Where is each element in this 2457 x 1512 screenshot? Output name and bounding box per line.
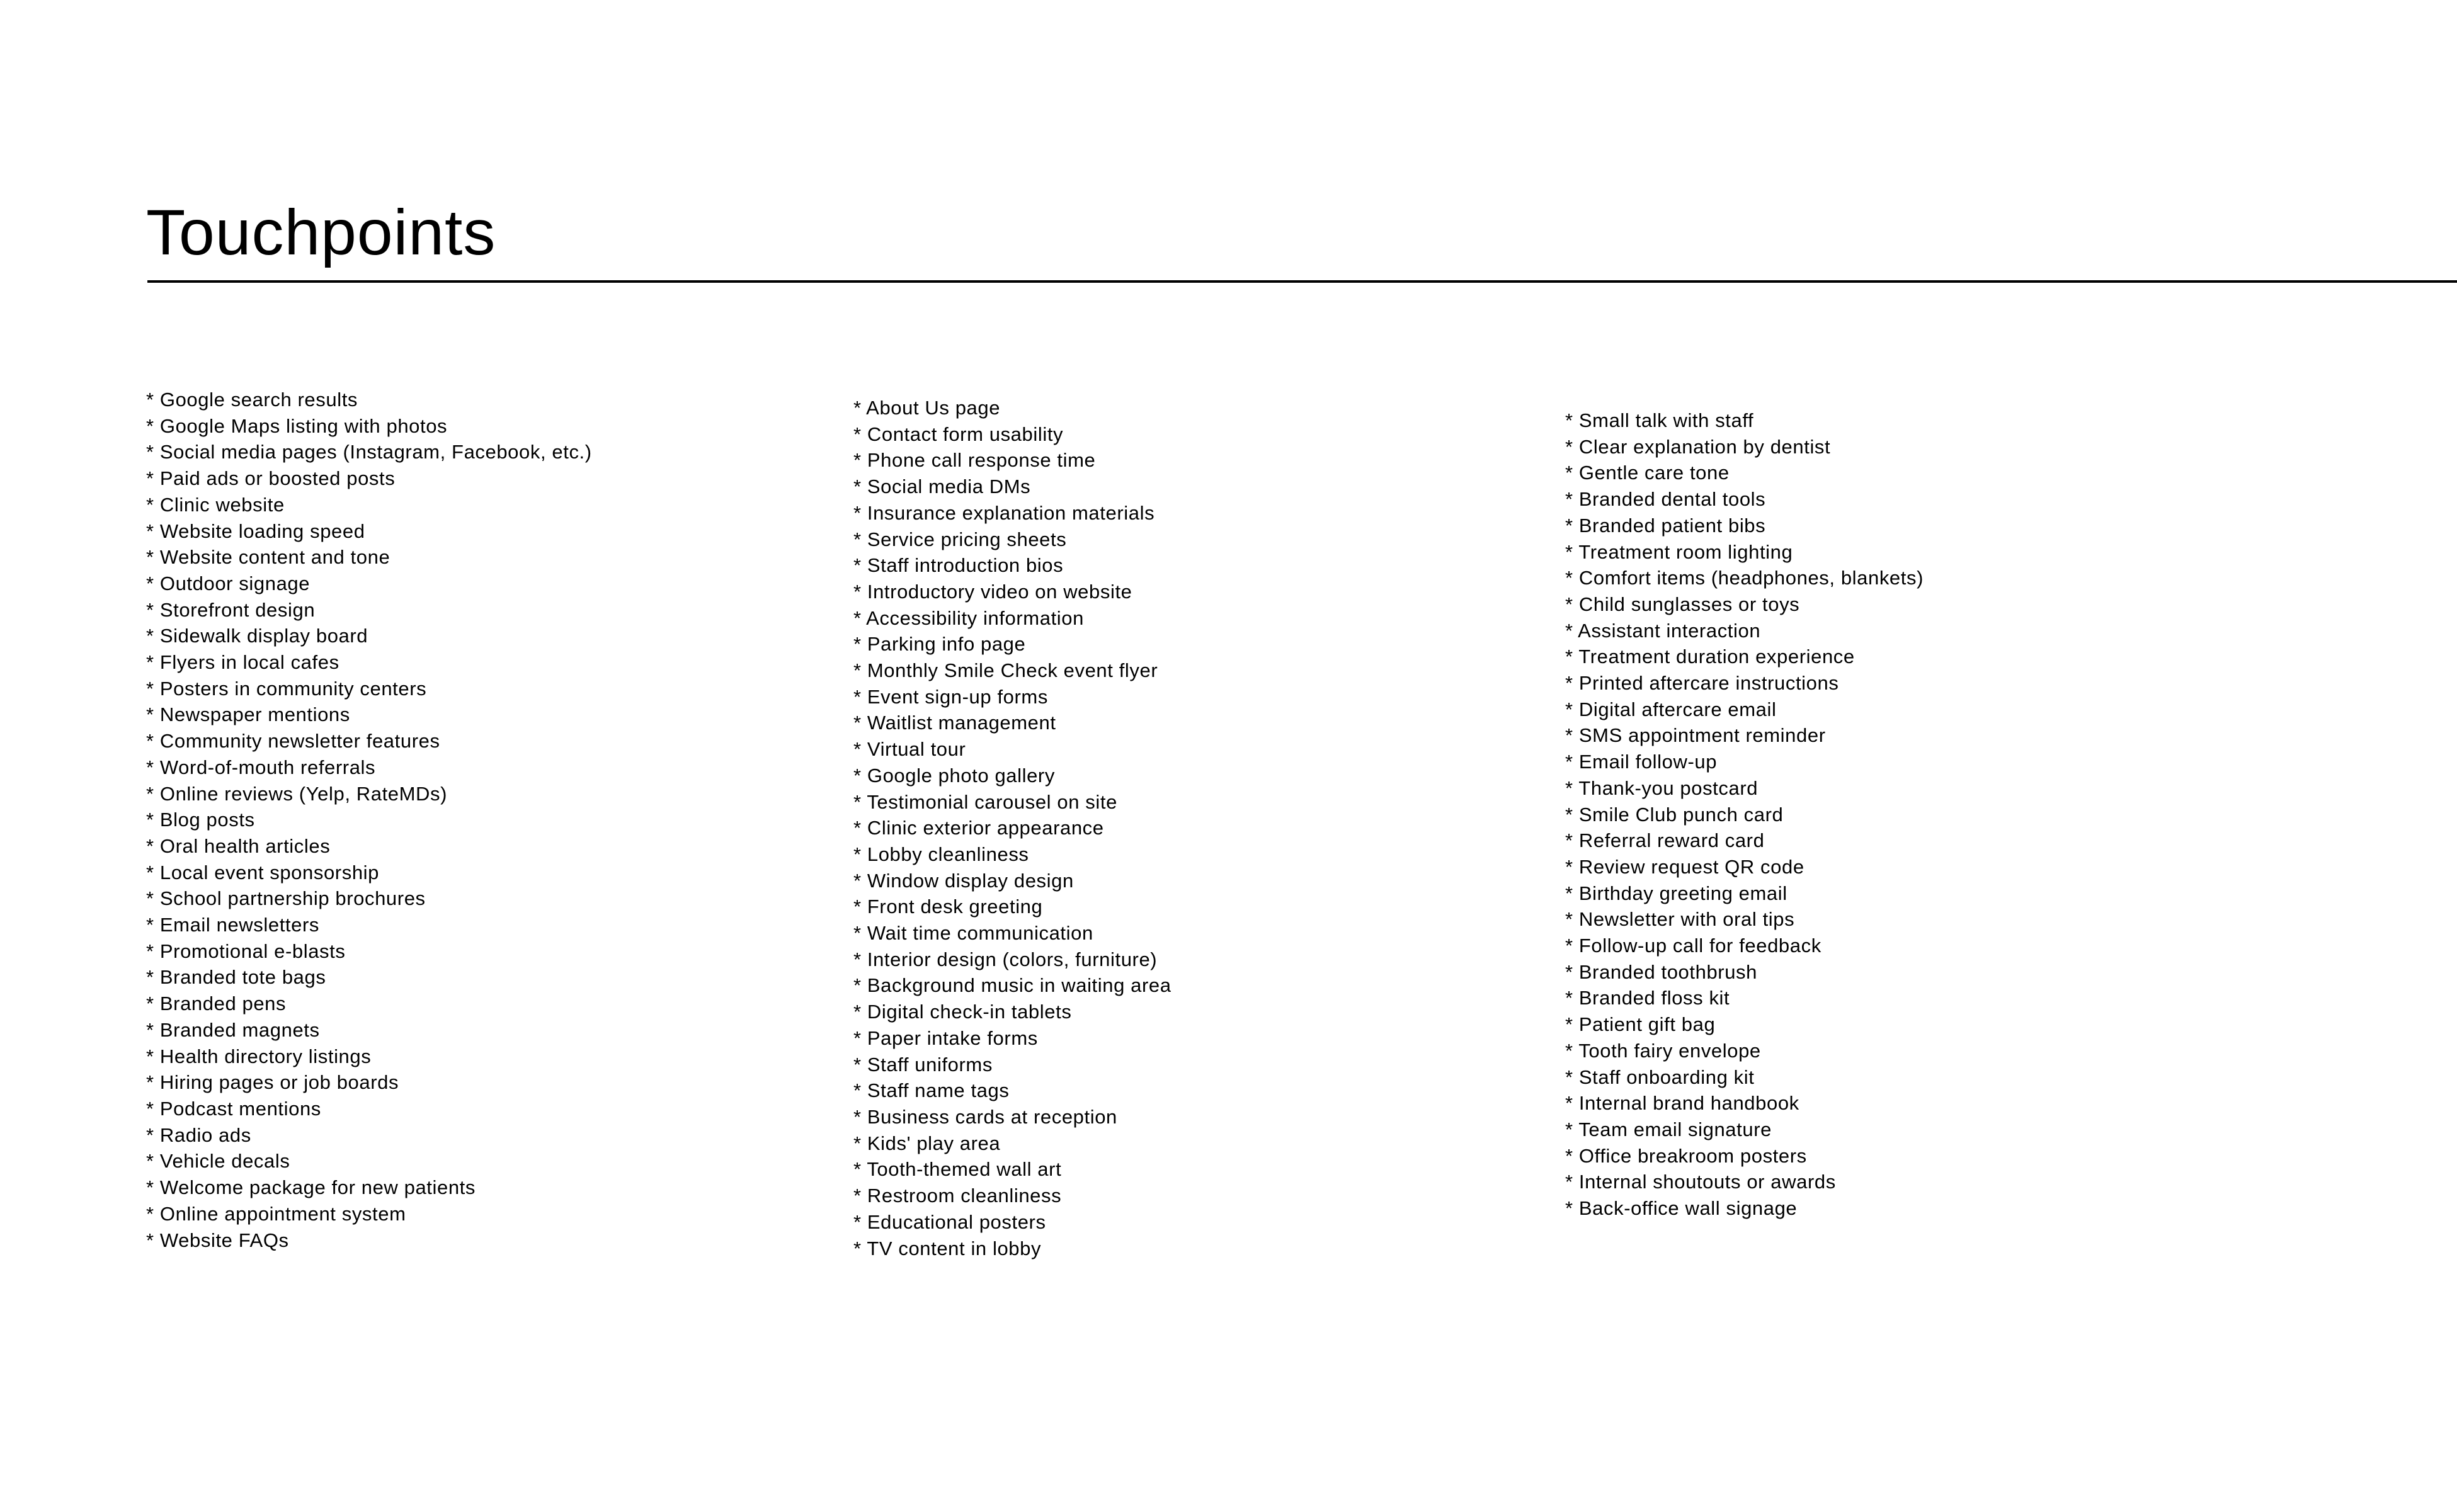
touchpoint-item: * Digital aftercare email bbox=[1565, 698, 1777, 720]
touchpoint-list-column-2 bbox=[853, 395, 1171, 1261]
touchpoint-item: * Branded magnets bbox=[146, 1018, 320, 1041]
touchpoint-item: * Newsletter with oral tips bbox=[1565, 908, 1795, 931]
touchpoint-item: * Follow-up call for feedback bbox=[1565, 935, 1821, 957]
touchpoint-item: * Review request QR code bbox=[1565, 855, 1804, 878]
touchpoint-item: * Google photo gallery bbox=[853, 764, 1055, 787]
touchpoint-item: * Testimonial carousel on site bbox=[853, 790, 1117, 813]
page-title: Touchpoints bbox=[146, 196, 496, 268]
touchpoint-item: * Digital check-in tablets bbox=[853, 1001, 1072, 1023]
touchpoint-item: * TV content in lobby bbox=[853, 1237, 1042, 1259]
touchpoint-item: * Educational posters bbox=[853, 1210, 1046, 1233]
touchpoint-item: * Podcast mentions bbox=[146, 1097, 321, 1120]
touchpoint-item: * Flyers in local cafes bbox=[146, 651, 339, 674]
touchpoint-item: * Radio ads bbox=[146, 1123, 251, 1146]
touchpoint-item: * Welcome package for new patients bbox=[146, 1176, 476, 1199]
touchpoint-item: * Treatment duration experience bbox=[1565, 645, 1855, 668]
touchpoint-item: * Newspaper mentions bbox=[146, 703, 350, 726]
touchpoint-item: * Branded tote bags bbox=[146, 966, 326, 989]
touchpoint-item: * Comfort items (headphones, blankets) bbox=[1565, 567, 1924, 589]
touchpoint-item: * Small talk with staff bbox=[1565, 409, 1754, 431]
touchpoint-item: * Staff onboarding kit bbox=[1565, 1066, 1755, 1088]
touchpoint-list-column-1 bbox=[146, 387, 592, 1253]
touchpoint-item: * Background music in waiting area bbox=[853, 974, 1171, 997]
touchpoint-item: * Paper intake forms bbox=[853, 1026, 1038, 1049]
touchpoint-item: * Event sign-up forms bbox=[853, 685, 1048, 708]
touchpoint-item: * Child sunglasses or toys bbox=[1565, 593, 1800, 615]
touchpoint-item: * Kids' play area bbox=[853, 1132, 1001, 1154]
touchpoint-item: * Smile Club punch card bbox=[1565, 803, 1784, 826]
touchpoint-item: * Online appointment system bbox=[146, 1202, 406, 1225]
touchpoint-item: * Online reviews (Yelp, RateMDs) bbox=[146, 782, 448, 805]
touchpoint-item: * Introductory video on website bbox=[853, 580, 1132, 603]
touchpoint-item: * Branded dental tools bbox=[1565, 488, 1766, 511]
touchpoint-item: * Front desk greeting bbox=[853, 895, 1043, 918]
touchpoint-item: * Staff introduction bios bbox=[853, 554, 1064, 577]
touchpoint-item: * Health directory listings bbox=[146, 1045, 372, 1067]
touchpoint-item: * Clinic exterior appearance bbox=[853, 817, 1104, 839]
touchpoint-item: * Waitlist management bbox=[853, 712, 1056, 734]
touchpoint-item: * Outdoor signage bbox=[146, 572, 311, 594]
touchpoint-item: * Hiring pages or job boards bbox=[146, 1071, 399, 1094]
title-divider bbox=[147, 280, 2457, 283]
touchpoint-item: * Accessibility information bbox=[853, 606, 1084, 629]
touchpoint-item: * Oral health articles bbox=[146, 834, 331, 857]
touchpoint-item: * Social media DMs bbox=[853, 475, 1031, 498]
touchpoint-item: * Blog posts bbox=[146, 809, 255, 831]
touchpoint-item: * Branded floss kit bbox=[1565, 987, 1730, 1009]
touchpoint-item: * Interior design (colors, furniture) bbox=[853, 948, 1158, 970]
touchpoint-item: * Clear explanation by dentist bbox=[1565, 435, 1831, 458]
touchpoint-item: * Monthly Smile Check event flyer bbox=[853, 659, 1158, 682]
touchpoint-item: * Assistant interaction bbox=[1565, 619, 1761, 642]
touchpoint-item: * Virtual tour bbox=[853, 738, 966, 761]
touchpoint-item: * SMS appointment reminder bbox=[1565, 724, 1826, 747]
touchpoint-item: * Clinic website bbox=[146, 493, 285, 516]
touchpoint-item: * Lobby cleanliness bbox=[853, 843, 1029, 865]
touchpoint-item: * Team email signature bbox=[1565, 1118, 1772, 1140]
touchpoint-item: * Word-of-mouth referrals bbox=[146, 756, 376, 778]
touchpoint-item: * Restroom cleanliness bbox=[853, 1185, 1062, 1207]
touchpoint-item: * Local event sponsorship bbox=[146, 861, 380, 884]
touchpoint-item: * Phone call response time bbox=[853, 449, 1096, 472]
touchpoint-item: * Google search results bbox=[146, 389, 358, 411]
touchpoint-item: * Staff uniforms bbox=[853, 1053, 993, 1076]
touchpoint-item: * Insurance explanation materials bbox=[853, 501, 1155, 524]
touchpoint-item: * Website FAQs bbox=[146, 1229, 289, 1251]
touchpoint-item: * Google Maps listing with photos bbox=[146, 414, 448, 437]
touchpoint-item: * Paid ads or boosted posts bbox=[146, 467, 396, 490]
touchpoint-item: * Email newsletters bbox=[146, 914, 319, 936]
touchpoint-item: * Business cards at reception bbox=[853, 1105, 1117, 1128]
touchpoint-item: * Email follow-up bbox=[1565, 751, 1718, 773]
touchpoint-item: * Referral reward card bbox=[1565, 829, 1765, 852]
touchpoint-item: * Community newsletter features bbox=[146, 730, 440, 753]
touchpoint-item: * Sidewalk display board bbox=[146, 625, 368, 647]
touchpoint-item: * Printed aftercare instructions bbox=[1565, 672, 1839, 695]
touchpoint-item: * Promotional e-blasts bbox=[146, 940, 346, 962]
touchpoint-item: * Internal brand handbook bbox=[1565, 1092, 1799, 1115]
touchpoint-item: * Window display design bbox=[853, 869, 1074, 892]
touchpoint-item: * Website loading speed bbox=[146, 520, 365, 542]
touchpoint-item: * Birthday greeting email bbox=[1565, 882, 1787, 904]
touchpoint-item: * Treatment room lighting bbox=[1565, 540, 1793, 563]
touchpoint-item: * Posters in community centers bbox=[146, 677, 427, 700]
touchpoint-item: * Internal shoutouts or awards bbox=[1565, 1171, 1836, 1193]
touchpoint-item: * Social media pages (Instagram, Facebook, etc.) bbox=[146, 441, 592, 463]
touchpoint-item: * Back-office wall signage bbox=[1565, 1197, 1798, 1220]
touchpoint-list-column-3 bbox=[1565, 407, 1924, 1222]
touchpoint-item: * Branded patient bibs bbox=[1565, 514, 1766, 537]
touchpoint-item: * Tooth-themed wall art bbox=[853, 1158, 1062, 1181]
touchpoint-item: * Branded toothbrush bbox=[1565, 960, 1757, 983]
touchpoint-item: * School partnership brochures bbox=[146, 887, 426, 910]
touchpoint-item: * Patient gift bag bbox=[1565, 1013, 1716, 1036]
touchpoint-item: * Parking info page bbox=[853, 633, 1026, 656]
touchpoint-item: * About Us page bbox=[853, 397, 1001, 419]
touchpoint-item: * Storefront design bbox=[146, 598, 316, 621]
touchpoint-item: * Website content and tone bbox=[146, 546, 390, 569]
touchpoint-item: * Staff name tags bbox=[853, 1079, 1010, 1102]
touchpoint-item: * Vehicle decals bbox=[146, 1150, 290, 1173]
touchpoint-item: * Office breakroom posters bbox=[1565, 1144, 1807, 1167]
touchpoint-item: * Gentle care tone bbox=[1565, 462, 1730, 484]
touchpoint-item: * Thank-you postcard bbox=[1565, 776, 1759, 799]
touchpoint-item: * Contact form usability bbox=[853, 423, 1064, 445]
touchpoint-item: * Wait time communication bbox=[853, 922, 1093, 945]
touchpoint-item: * Service pricing sheets bbox=[853, 528, 1067, 550]
touchpoint-item: * Branded pens bbox=[146, 992, 287, 1015]
touchpoint-item: * Tooth fairy envelope bbox=[1565, 1039, 1761, 1062]
